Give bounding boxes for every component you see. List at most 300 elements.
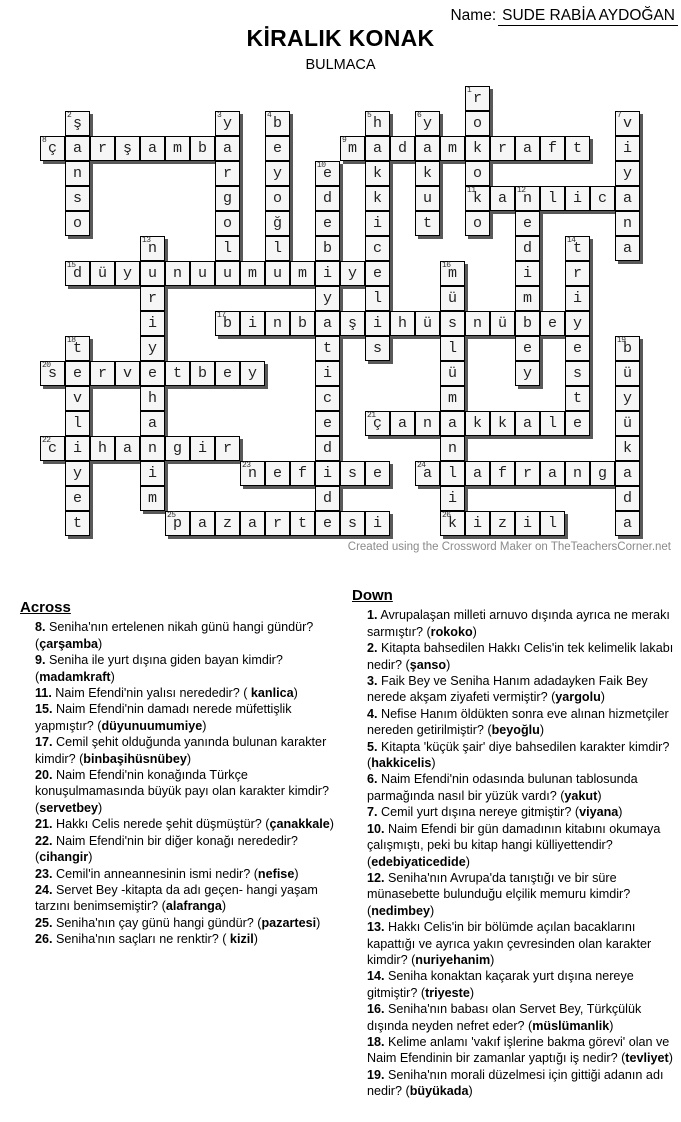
grid-cell	[440, 261, 465, 286]
cell-letter: u	[272, 265, 282, 282]
grid-cell	[140, 386, 165, 411]
cell-letter: ç	[372, 415, 382, 432]
down-section	[352, 588, 681, 1100]
clue-number: 22.	[35, 833, 53, 848]
grid-cell	[615, 511, 640, 536]
clue-item	[35, 701, 346, 734]
cell-letter: y	[122, 265, 132, 282]
clue-item	[35, 816, 346, 832]
cell-letter: g	[222, 190, 232, 207]
cell-letter: k	[472, 415, 482, 432]
cell-letter: m	[297, 265, 307, 282]
clue-text: Hakkı Celis'in bir bölümde açılan bacaklarını kapattığı ve ayrıca yakın çevresinden olan karakter kimdir? (	[367, 920, 652, 967]
grid-cell	[565, 311, 590, 336]
cell-letter: y	[572, 315, 582, 332]
cell-number: 20	[42, 361, 51, 370]
grid-cell	[90, 436, 115, 461]
cell-number: 11	[467, 186, 476, 195]
cell-letter: d	[322, 190, 332, 207]
cell-letter: m	[147, 490, 157, 507]
grid-cell	[615, 161, 640, 186]
grid-cell	[565, 136, 590, 161]
clue-answer: kizil	[226, 932, 254, 947]
grid-cell	[515, 361, 540, 386]
clue-close-paren: )	[468, 1084, 473, 1099]
grid-cell	[65, 461, 90, 486]
cell-letter: l	[272, 240, 282, 257]
cell-letter: ü	[622, 365, 632, 382]
grid-cell	[615, 461, 640, 486]
grid-cell	[565, 461, 590, 486]
cell-letter: m	[447, 265, 457, 282]
grid-cell	[415, 461, 440, 486]
cell-letter: m	[172, 140, 182, 157]
cell-letter: ü	[622, 415, 632, 432]
cell-number: 1	[467, 86, 472, 95]
grid-cell	[490, 311, 515, 336]
cell-letter: a	[522, 415, 532, 432]
clue-text: Servet Bey -kitapta da adı geçen- hangi yaşam tarzını benimsemiştir? (	[35, 882, 318, 914]
cell-letter: r	[572, 265, 582, 282]
cell-letter: e	[572, 415, 582, 432]
grid-cell	[165, 361, 190, 386]
grid-cell	[315, 336, 340, 361]
grid-cell	[40, 436, 65, 461]
cell-letter: s	[572, 365, 582, 382]
cell-letter: i	[247, 315, 257, 332]
clue-number: 20.	[35, 768, 53, 783]
grid-cell	[215, 261, 240, 286]
clue-number: 23.	[35, 866, 53, 881]
clue-answer: kanlica	[247, 686, 294, 701]
cell-letter: n	[447, 440, 457, 457]
grid-cell	[615, 486, 640, 511]
cell-letter: t	[72, 515, 82, 532]
cell-number: 5	[367, 111, 372, 120]
cell-letter: u	[147, 265, 157, 282]
grid-cell	[265, 311, 290, 336]
cell-letter: e	[322, 515, 332, 532]
cell-letter: h	[97, 440, 107, 457]
clue-answer: cihangir	[39, 850, 89, 865]
cell-letter: b	[197, 365, 207, 382]
grid-cell	[490, 136, 515, 161]
clue-text: Kelime anlamı 'vakıf işlerine bakma görevi' olan ve Naim Efendinin bir zamanlar yaptığı iş nedir? (	[367, 1034, 670, 1066]
grid-cell	[540, 461, 565, 486]
down-clue-list	[352, 607, 681, 1099]
grid-cell	[565, 261, 590, 286]
cell-letter: s	[72, 190, 82, 207]
grid-cell	[315, 436, 340, 461]
cell-letter: i	[522, 515, 532, 532]
clue-close-paren: )	[221, 899, 227, 914]
grid-cell	[465, 111, 490, 136]
page-subtitle: BULMACA	[305, 57, 376, 73]
grid-cell	[490, 186, 515, 211]
clue-answer: beyoğlu	[491, 723, 540, 738]
clue-close-paren: )	[446, 657, 451, 672]
cell-letter: b	[622, 340, 632, 357]
clue-answer: düyunuumumiye	[101, 718, 203, 733]
clue-close-paren: )	[253, 932, 258, 947]
clue-item	[367, 771, 681, 804]
cell-letter: n	[522, 190, 532, 207]
cell-letter: z	[222, 515, 232, 532]
cell-letter: h	[147, 390, 157, 407]
grid-cell	[290, 511, 315, 536]
grid-cell	[465, 161, 490, 186]
grid-cell	[440, 136, 465, 161]
clue-answer: çanakkale	[269, 817, 330, 832]
cell-letter: i	[197, 440, 207, 457]
cell-letter: e	[272, 465, 282, 482]
cell-letter: i	[147, 465, 157, 482]
grid-cell	[540, 136, 565, 161]
grid-cell	[290, 261, 315, 286]
cell-number: 18	[67, 336, 76, 345]
clue-number: 16.	[367, 1002, 385, 1017]
cell-letter: c	[322, 390, 332, 407]
clue-number: 4.	[367, 706, 378, 721]
grid-cell	[265, 511, 290, 536]
grid-cell	[440, 286, 465, 311]
clue-answer: yargolu	[555, 690, 601, 705]
grid-cell	[140, 236, 165, 261]
clue-text: Seniha'nın çay günü hangi gündür? (	[52, 915, 262, 930]
cell-number: 22	[42, 436, 51, 445]
cell-letter: a	[522, 140, 532, 157]
cell-letter: e	[572, 340, 582, 357]
cell-letter: m	[447, 390, 457, 407]
grid-cell	[115, 361, 140, 386]
grid-cell	[290, 311, 315, 336]
cell-letter: u	[197, 265, 207, 282]
grid-cell	[315, 461, 340, 486]
grid-cell	[265, 261, 290, 286]
clue-number: 12.	[367, 870, 385, 885]
clue-item	[35, 833, 346, 866]
down-heading: Down	[352, 587, 393, 604]
cell-letter: y	[322, 290, 332, 307]
clue-text: Avrupalaşan milleti arnuvo dışında ayrıca ne merakı sarmıştır? (	[367, 608, 670, 639]
grid-cell	[490, 461, 515, 486]
grid-cell	[65, 161, 90, 186]
cell-letter: a	[372, 140, 382, 157]
cell-letter: m	[247, 265, 257, 282]
grid-cell	[65, 486, 90, 511]
grid-cell	[215, 436, 240, 461]
cell-letter: n	[272, 315, 282, 332]
grid-cell	[315, 486, 340, 511]
cell-letter: r	[272, 515, 282, 532]
cell-letter: e	[72, 490, 82, 507]
cell-letter: e	[322, 415, 332, 432]
cell-letter: s	[347, 465, 357, 482]
grid-cell	[65, 186, 90, 211]
cell-letter: a	[197, 515, 207, 532]
grid-cell	[365, 161, 390, 186]
grid-cell	[415, 136, 440, 161]
cell-letter: c	[372, 240, 382, 257]
clue-item	[367, 607, 681, 640]
grid-cell	[515, 136, 540, 161]
clue-answer: müslümanlik	[532, 1018, 610, 1033]
cell-letter: o	[472, 215, 482, 232]
cell-letter: n	[172, 265, 182, 282]
cell-letter: t	[297, 515, 307, 532]
cell-letter: k	[422, 165, 432, 182]
cell-letter: f	[547, 140, 557, 157]
across-heading: Across	[20, 599, 71, 616]
grid-cell	[140, 436, 165, 461]
clue-answer: büyükada	[409, 1084, 469, 1099]
grid-cell	[65, 386, 90, 411]
cell-letter: k	[447, 515, 457, 532]
cell-number: 2	[67, 111, 72, 120]
cell-letter: a	[397, 415, 407, 432]
cell-letter: r	[222, 165, 232, 182]
grid-cell	[215, 161, 240, 186]
cell-letter: t	[322, 340, 332, 357]
grid-cell	[315, 186, 340, 211]
cell-number: 8	[42, 136, 47, 145]
cell-letter: a	[547, 465, 557, 482]
grid-cell	[90, 261, 115, 286]
cell-number: 17	[217, 311, 226, 320]
clue-number: 18.	[367, 1034, 385, 1049]
cell-number: 15	[67, 261, 76, 270]
cell-letter: b	[272, 115, 282, 132]
grid-cell	[340, 261, 365, 286]
cell-letter: i	[372, 215, 382, 232]
cell-letter: n	[472, 315, 482, 332]
cell-number: 4	[267, 111, 272, 120]
clue-close-paren: )	[668, 1051, 673, 1066]
cell-letter: u	[222, 265, 232, 282]
grid-cell	[365, 286, 390, 311]
cell-letter: e	[322, 215, 332, 232]
cell-letter: ş	[72, 115, 82, 132]
grid-cell	[390, 311, 415, 336]
cell-letter: n	[72, 165, 82, 182]
cell-letter: n	[622, 215, 632, 232]
clue-close-paren: )	[430, 903, 435, 918]
grid-cell	[215, 111, 240, 136]
cell-letter: l	[72, 415, 82, 432]
cell-letter: e	[272, 140, 282, 157]
clue-close-paren: )	[431, 756, 436, 771]
grid-cell	[90, 136, 115, 161]
cell-letter: r	[97, 365, 107, 382]
grid-cell	[315, 311, 340, 336]
clue-text: Seniha'nın ertelenen nikah günü hangi gündür? (	[35, 620, 314, 651]
cell-letter: h	[397, 315, 407, 332]
cell-letter: a	[422, 465, 432, 482]
grid-cell	[365, 336, 390, 361]
clue-answer: triyeste	[425, 985, 470, 1000]
cell-letter: e	[522, 340, 532, 357]
grid-cell	[465, 311, 490, 336]
grid-cell	[215, 211, 240, 236]
grid-cell	[140, 336, 165, 361]
grid-cell	[240, 361, 265, 386]
grid-cell	[90, 361, 115, 386]
clue-number: 15.	[35, 702, 53, 717]
clue-close-paren: )	[202, 718, 207, 733]
grid-cell	[215, 236, 240, 261]
clue-item	[367, 1001, 681, 1034]
cell-letter: r	[222, 440, 232, 457]
grid-cell	[165, 261, 190, 286]
grid-cell	[140, 361, 165, 386]
clue-answer: nefise	[257, 866, 295, 881]
cell-letter: ü	[497, 315, 507, 332]
grid-cell	[415, 411, 440, 436]
cell-letter: n	[147, 440, 157, 457]
clue-answer: şanso	[409, 657, 447, 672]
clue-item	[35, 882, 346, 915]
clue-text: Faik Bey ve Seniha Hanım adadayken Faik Bey nerede akşam ziyafeti vermiştir? (	[367, 674, 648, 705]
clue-close-paren: )	[88, 850, 93, 865]
cell-number: 25	[167, 511, 176, 520]
clue-text: Naim Efendi'nin bir diğer konağı nerededir? (	[35, 833, 298, 865]
cell-letter: i	[147, 315, 157, 332]
grid-cell	[65, 211, 90, 236]
cell-letter: p	[172, 515, 182, 532]
cell-letter: ş	[347, 315, 357, 332]
grid-cell	[165, 511, 190, 536]
clue-close-paren: )	[600, 690, 605, 705]
grid-cell	[140, 261, 165, 286]
clue-item	[367, 968, 681, 1001]
cell-letter: a	[222, 140, 232, 157]
clue-number: 2.	[367, 641, 378, 656]
grid-cell	[240, 511, 265, 536]
cell-letter: i	[372, 315, 382, 332]
across-clue-list	[20, 619, 346, 947]
grid-cell	[615, 336, 640, 361]
grid-cell	[415, 161, 440, 186]
grid-cell	[515, 411, 540, 436]
grid-cell	[440, 311, 465, 336]
cell-letter: a	[122, 440, 132, 457]
cell-number: 9	[342, 136, 347, 145]
grid-cell	[315, 211, 340, 236]
grid-cell	[615, 111, 640, 136]
credit-text: Created using the Crossword Maker on TheTeachersCorner.net	[347, 541, 671, 553]
grid-cell	[315, 286, 340, 311]
grid-cell	[115, 261, 140, 286]
clue-close-paren: )	[294, 866, 299, 881]
cell-letter: e	[522, 215, 532, 232]
grid-cell	[440, 386, 465, 411]
clue-text: Seniha'nın saçları ne renktir? (	[52, 932, 227, 947]
grid-cell	[465, 511, 490, 536]
grid-cell	[615, 361, 640, 386]
grid-cell	[540, 311, 565, 336]
cell-letter: ç	[47, 140, 57, 157]
grid-cell	[540, 411, 565, 436]
grid-cell	[290, 461, 315, 486]
grid-cell	[365, 111, 390, 136]
clue-answer: hakkicelis	[371, 756, 432, 771]
cell-letter: ş	[122, 140, 132, 157]
clue-item	[367, 1067, 681, 1100]
clue-number: 17.	[35, 735, 53, 750]
clue-answer: tevliyet	[625, 1051, 669, 1066]
cell-letter: v	[72, 390, 82, 407]
clue-number: 6.	[367, 772, 378, 787]
clue-answer: binbaşihüsnübey	[83, 751, 187, 766]
grid-cell	[515, 261, 540, 286]
clue-answer: nedimbey	[371, 903, 430, 918]
cell-letter: e	[222, 365, 232, 382]
clue-close-paren: )	[490, 952, 495, 967]
grid-cell	[465, 136, 490, 161]
clue-text: Seniha konaktan kaçarak yurt dışına nereye gitmiştir? (	[367, 969, 634, 1000]
grid-cell	[565, 236, 590, 261]
cell-letter: s	[347, 515, 357, 532]
cell-number: 16	[442, 261, 451, 270]
grid-cell	[515, 311, 540, 336]
cell-letter: s	[47, 365, 57, 382]
grid-cell	[390, 411, 415, 436]
clue-item	[367, 821, 681, 870]
grid-cell	[240, 461, 265, 486]
cell-letter: d	[72, 265, 82, 282]
cell-letter: d	[322, 490, 332, 507]
cell-letter: y	[622, 390, 632, 407]
clue-close-paren: )	[110, 669, 115, 684]
clue-item	[35, 685, 346, 701]
clue-answer: yakut	[564, 788, 598, 803]
grid-cell	[190, 136, 215, 161]
grid-cell	[565, 361, 590, 386]
crossword-grid	[0, 0, 681, 560]
grid-cell	[140, 411, 165, 436]
clue-item	[367, 739, 681, 772]
grid-cell	[365, 461, 390, 486]
grid-cell	[415, 186, 440, 211]
cell-letter: a	[622, 240, 632, 257]
grid-cell	[615, 236, 640, 261]
cell-letter: i	[322, 365, 332, 382]
clue-answer: rokoko	[430, 624, 473, 639]
grid-cell	[440, 511, 465, 536]
cell-letter: a	[247, 515, 257, 532]
grid-cell	[65, 111, 90, 136]
clue-answer: çarşamba	[39, 636, 99, 651]
grid-cell	[140, 286, 165, 311]
grid-cell	[515, 236, 540, 261]
clue-number: 1.	[367, 608, 378, 623]
grid-cell	[165, 436, 190, 461]
grid-cell	[465, 211, 490, 236]
cell-letter: a	[622, 515, 632, 532]
grid-cell	[265, 186, 290, 211]
cell-letter: r	[147, 290, 157, 307]
cell-letter: c	[597, 190, 607, 207]
clue-item	[367, 870, 681, 919]
clue-item	[35, 652, 346, 685]
cell-letter: i	[372, 515, 382, 532]
cell-letter: y	[347, 265, 357, 282]
clue-number: 3.	[367, 674, 378, 689]
grid-cell	[215, 136, 240, 161]
clue-item	[367, 673, 681, 706]
clue-text: Cemil'in anneannesinin ismi nedir? (	[52, 866, 258, 881]
cell-letter: e	[547, 315, 557, 332]
